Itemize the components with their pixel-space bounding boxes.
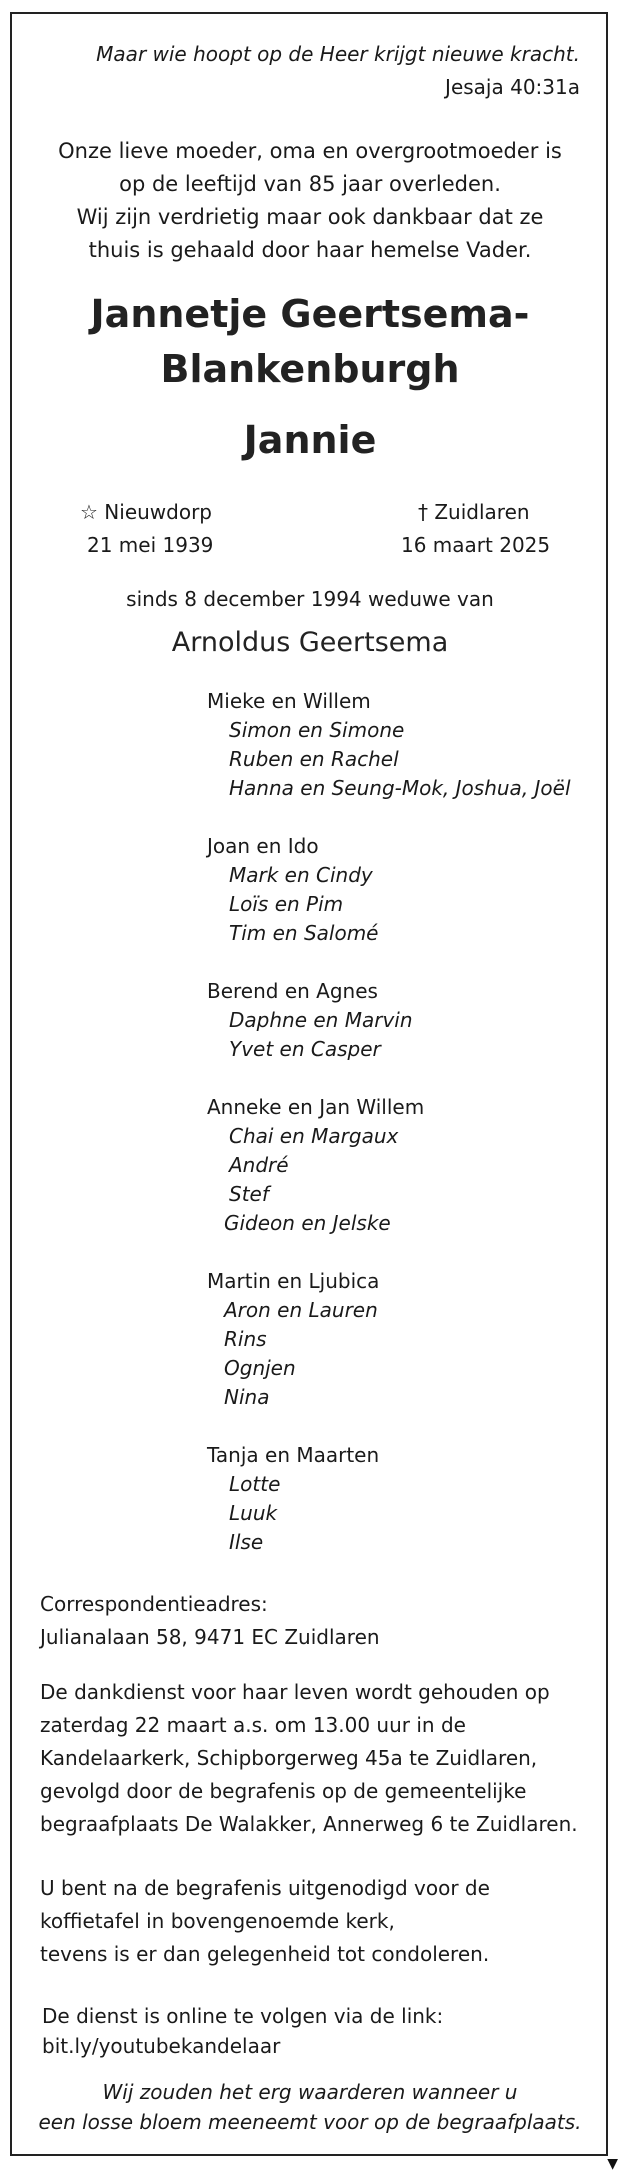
family-child: Loïs en Pim: [229, 892, 344, 916]
cross-icon: †: [418, 500, 428, 524]
intro-line: Wij zijn verdrietig maar ook dankbaar dat ze: [76, 205, 544, 229]
intro-line: thuis is gehaald door haar hemelse Vader.: [88, 238, 532, 262]
family-child: Ilse: [229, 1530, 264, 1554]
family-child: Tim en Salomé: [229, 921, 379, 945]
family-child: Daphne en Marvin: [229, 1008, 413, 1032]
family-parent: Martin en Ljubica: [207, 1269, 380, 1293]
invitation-line: tevens is er dan gelegenheid tot condoleren.: [40, 1942, 490, 1966]
deceased-name: Jannetje Geertsema-: [90, 292, 530, 336]
family-child: Gideon en Jelske: [224, 1211, 391, 1235]
family-child: André: [229, 1153, 289, 1177]
family-child: Chai en Margaux: [229, 1124, 399, 1148]
family-parent: Anneke en Jan Willem: [207, 1095, 425, 1119]
family-parent: Berend en Agnes: [207, 979, 378, 1003]
intro-line: Onze lieve moeder, oma en overgrootmoeder is: [58, 139, 562, 163]
birth-date: 21 mei 1939: [87, 533, 214, 557]
birth-place: ☆ Nieuwdorp: [80, 500, 213, 524]
service-line: Kandelaarkerk, Schipborgerweg 45a te Zuidlaren,: [40, 1746, 538, 1770]
intro-line: op de leeftijd van 85 jaar overleden.: [119, 172, 501, 196]
service-line: zaterdag 22 maart a.s. om 13.00 uur in de: [40, 1713, 466, 1737]
service-line: begraafplaats De Walakker, Annerweg 6 te Zuidlaren.: [40, 1812, 578, 1836]
closing-line: Wij zouden het erg waarderen wanneer u: [102, 2080, 518, 2104]
invitation-line: U bent na de begrafenis uitgenodigd voor de: [40, 1876, 490, 1900]
family-child: Aron en Lauren: [224, 1298, 378, 1322]
family-child: Hanna en Seung-Mok, Joshua, Joël: [229, 776, 571, 800]
correspondence-label: Correspondentieadres:: [40, 1592, 268, 1616]
bible-verse-reference: Jesaja 40:31a: [445, 75, 580, 99]
family-child: Rins: [224, 1327, 267, 1351]
deceased-name: Blankenburgh: [160, 347, 460, 391]
family-child: Ruben en Rachel: [229, 747, 399, 771]
online-text: De dienst is online te volgen via de link:: [42, 2004, 444, 2028]
correspondence-address: Julianalaan 58, 9471 EC Zuidlaren: [40, 1625, 380, 1649]
death-place: † Zuidlaren: [418, 500, 530, 524]
death-date: 16 maart 2025: [401, 533, 551, 557]
continue-arrow-icon: ▼: [607, 2156, 618, 2172]
service-line: De dankdienst voor haar leven wordt gehouden op: [40, 1680, 550, 1704]
invitation-line: koffietafel in bovengenoemde kerk,: [40, 1909, 395, 1933]
family-child: Lotte: [229, 1472, 281, 1496]
closing-line: een losse bloem meeneemt voor op de begraafplaats.: [38, 2110, 582, 2134]
family-child: Luuk: [229, 1501, 278, 1525]
family-child: Nina: [224, 1385, 270, 1409]
widow-line: sinds 8 december 1994 weduwe van: [126, 587, 494, 611]
bible-verse: Maar wie hoopt op de Heer krijgt nieuwe kracht.: [96, 42, 580, 66]
deceased-nickname: Jannie: [243, 418, 377, 462]
family-parent: Tanja en Maarten: [207, 1443, 380, 1467]
family-child: Mark en Cindy: [229, 863, 373, 887]
service-line: gevolgd door de begrafenis op de gemeentelijke: [40, 1779, 527, 1803]
spouse-name: Arnoldus Geertsema: [171, 627, 449, 658]
family-child: Simon en Simone: [229, 718, 405, 742]
family-child: Yvet en Casper: [229, 1037, 381, 1061]
family-child: Ognjen: [224, 1356, 296, 1380]
family-child: Stef: [229, 1182, 269, 1206]
star-icon: ☆: [80, 500, 98, 524]
family-parent: Joan en Ido: [207, 834, 319, 858]
online-link[interactable]: bit.ly/youtubekandelaar: [42, 2034, 281, 2058]
family-parent: Mieke en Willem: [207, 689, 371, 713]
